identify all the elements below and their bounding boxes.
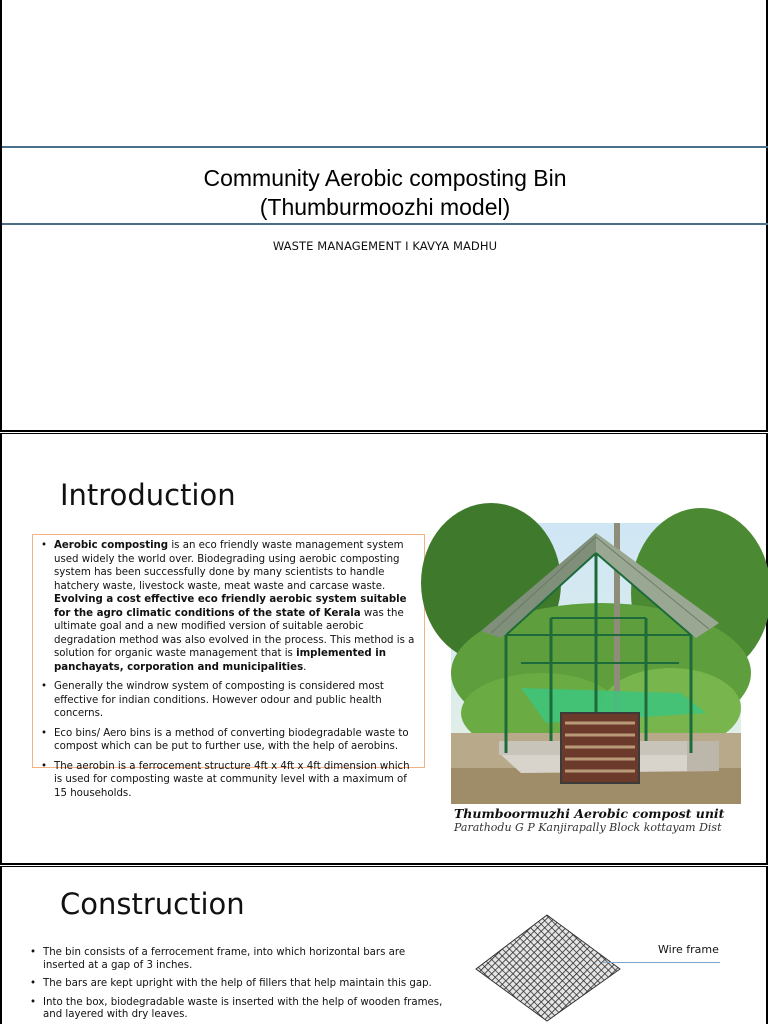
construction-bullet-item: • The bin consists of a ferrocement frame, into which horizontal bars are inserted at a gap of 3 inches.	[30, 947, 450, 972]
photo-subcaption: Parathodu G P Kanjirapally Block kottayam Dist	[454, 821, 722, 834]
intro-bullet-item	[41, 760, 418, 801]
construction-heading: Construction	[60, 887, 245, 921]
body-text: was the ultimate goal and a new modified version of suitable aerobic degradation method was also evolved in the process. This method is a solution for organic waste management that is	[54, 607, 415, 659]
introduction-textbox	[32, 534, 425, 799]
introduction-slide	[0, 433, 768, 865]
compost-unit-photo	[451, 523, 741, 834]
introduction-heading: Introduction	[60, 478, 236, 512]
slide-subtitle: WASTE MANAGEMENT I KAVYA MADHU	[272, 239, 498, 253]
intro-bullet-item	[41, 539, 418, 674]
bold-text: implemented in panchayats, corporation and municipalities	[54, 648, 387, 673]
body-text: The aerobin is a ferrocement structure 4ft x 4ft x 4ft dimension which is used for composting waste at community level with a maximum of 15 households.	[54, 760, 410, 799]
slide-title-line-1: Community Aerobic composting Bin	[203, 165, 567, 191]
intro-bullet-item	[41, 727, 418, 754]
photo-caption: Thumboormuzhi Aerobic compost unit	[454, 806, 725, 821]
wire-frame-label: Wire frame	[658, 943, 719, 956]
bold-text: Evolving a cost effective eco friendly aerobic system suitable for the agro climatic conditions of the state of Kerala	[54, 594, 407, 619]
title-top-rule	[2, 146, 768, 148]
construction-bullet-item: • Into the box, biodegradable waste is inserted with the help of wooden frames, and layered with dry leaves.	[30, 997, 450, 1022]
wire-frame-diagram	[474, 913, 624, 1025]
wire-frame-leader-line	[602, 962, 720, 963]
body-text: .	[303, 661, 307, 673]
compost-unit-illustration	[451, 523, 741, 804]
introduction-bullet-list	[41, 539, 418, 800]
slide-title-line-2: (Thumburmoozhi model)	[259, 194, 511, 220]
body-text: Generally the windrow system of composting is considered most effective for indian conditions. However odour and public health concerns.	[54, 681, 384, 719]
construction-bullet-item: • The bars are kept upright with the help of fillers that help maintain this gap.	[30, 978, 450, 991]
construction-slide	[0, 866, 768, 1024]
intro-bullet-item	[41, 680, 418, 721]
construction-bullet-list	[30, 947, 450, 1028]
body-text: Eco bins/ Aero bins is a method of converting biodegradable waste to compost which can be put to further use, with the help of aerobins.	[54, 727, 409, 752]
body-text: is an eco friendly waste management system used widely the world over. Biodegrading using aerobic composting system has been successfully done by many scientists to handle hatchery waste, livestock waste, meat waste and carcase waste.	[54, 540, 404, 592]
bold-text: Aerobic composting	[54, 540, 169, 551]
title-bottom-rule	[2, 223, 768, 225]
title-slide	[0, 0, 768, 432]
